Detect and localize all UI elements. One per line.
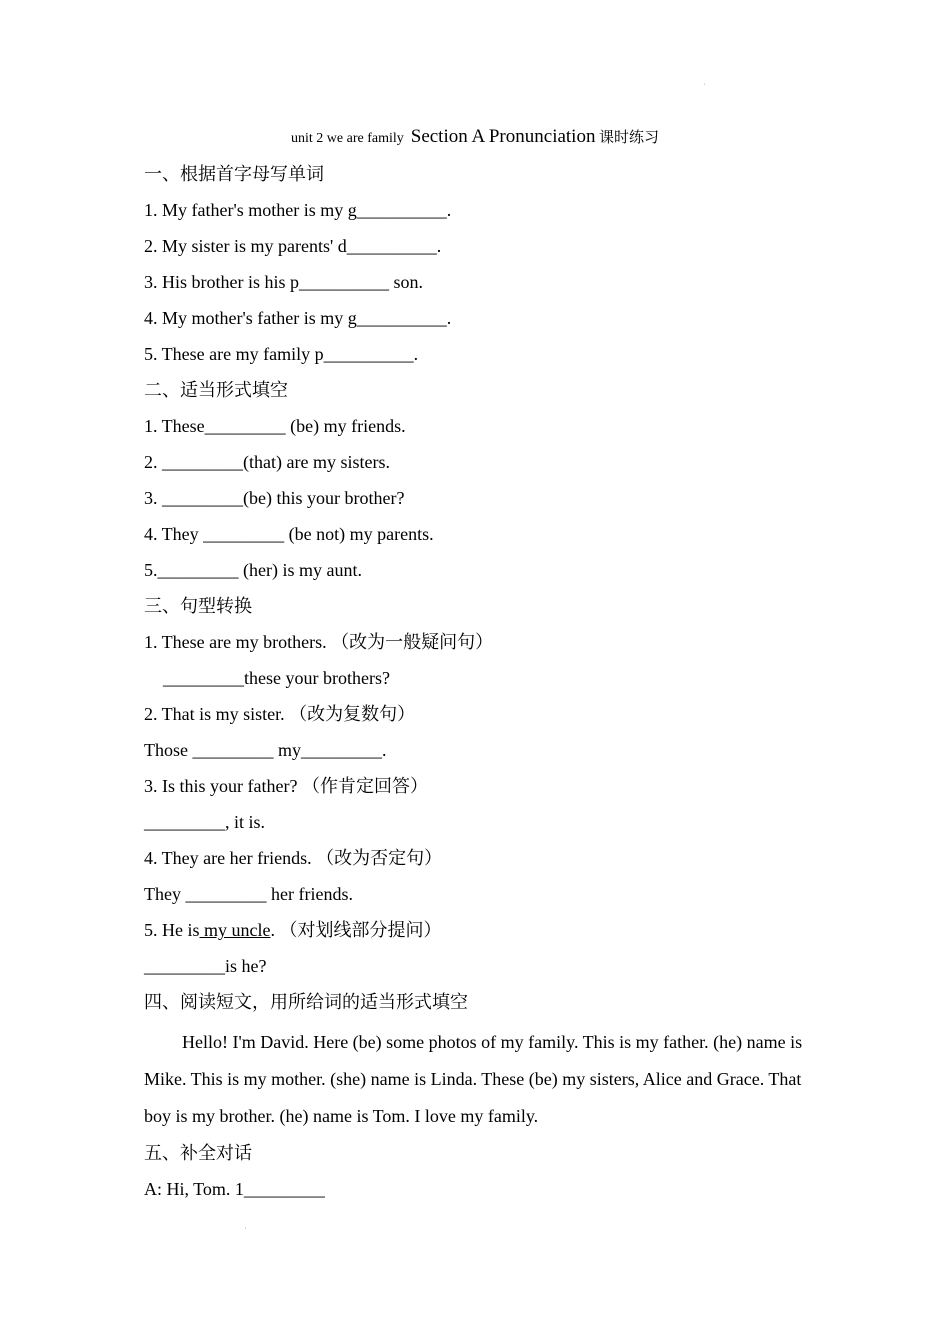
s3-question-4: 4. They are her friends. （改为否定句）	[144, 848, 443, 868]
s2-item-1: 1. These_________ (be) my friends.	[144, 416, 406, 436]
s1-item-3: 3. His brother is his p__________ son.	[144, 272, 423, 292]
section2-heading: 二、适当形式填空	[144, 380, 288, 400]
s3-answer-5: _________is he?	[144, 956, 267, 976]
title-suffix: 课时练习	[598, 130, 659, 146]
s3-answer-1: _________these your brothers?	[163, 668, 390, 688]
s2-item-5: 5._________ (her) is my aunt.	[144, 560, 362, 580]
s2-item-3: 3. _________(be) this your brother?	[144, 488, 405, 508]
corner-mark: ˌ	[703, 76, 706, 85]
s1-item-1: 1. My father's mother is my g__________.	[144, 200, 452, 220]
q5-underlined: my uncle	[199, 920, 271, 940]
footer-mark: ˌ	[244, 1220, 247, 1229]
s1-item-2: 2. My sister is my parents' d__________.	[144, 236, 442, 256]
reading-passage: Hello! I'm David. Here (be) some photos of my family. This is my father. (he) name is Mike. This is my mother. (she) name is Linda. These (be) my sisters, Alice and Grace. That boy is my brother. (he) name is Tom. I love my family.	[144, 1032, 803, 1126]
s5-dialogue-line-1: A: Hi, Tom. 1_________	[144, 1179, 325, 1199]
s3-answer-4: They _________ her friends.	[144, 884, 353, 904]
page-title	[0, 126, 950, 150]
s1-item-5: 5. These are my family p__________.	[144, 344, 419, 364]
section1-heading: 一、根据首字母写单词	[144, 164, 324, 184]
s3-answer-3: _________, it is.	[144, 812, 266, 832]
title-main: Section A Pronunciation	[410, 126, 596, 147]
worksheet-body	[144, 160, 814, 1211]
q5-prefix: 5. He is	[144, 920, 200, 940]
s2-item-2: 2. _________(that) are my sisters.	[144, 452, 390, 472]
s3-question-5	[144, 916, 814, 952]
section3-heading: 三、句型转换	[144, 596, 252, 616]
q5-suffix: . （对划线部分提问）	[270, 920, 442, 940]
s3-question-3: 3. Is this your father? （作肯定回答）	[144, 776, 428, 796]
s3-question-1: 1. These are my brothers. （改为一般疑问句）	[144, 632, 494, 652]
s2-item-4: 4. They _________ (be not) my parents.	[144, 524, 434, 544]
s1-item-4: 4. My mother's father is my g__________.	[144, 308, 452, 328]
title-prefix: unit 2 we are family	[291, 131, 404, 146]
section5-heading: 五、补全对话	[144, 1143, 252, 1163]
s3-question-2: 2. That is my sister. （改为复数句）	[144, 704, 416, 724]
section4-heading: 四、阅读短文，用所给词的适当形式填空	[144, 992, 468, 1012]
s3-answer-2: Those _________ my_________.	[144, 740, 387, 760]
